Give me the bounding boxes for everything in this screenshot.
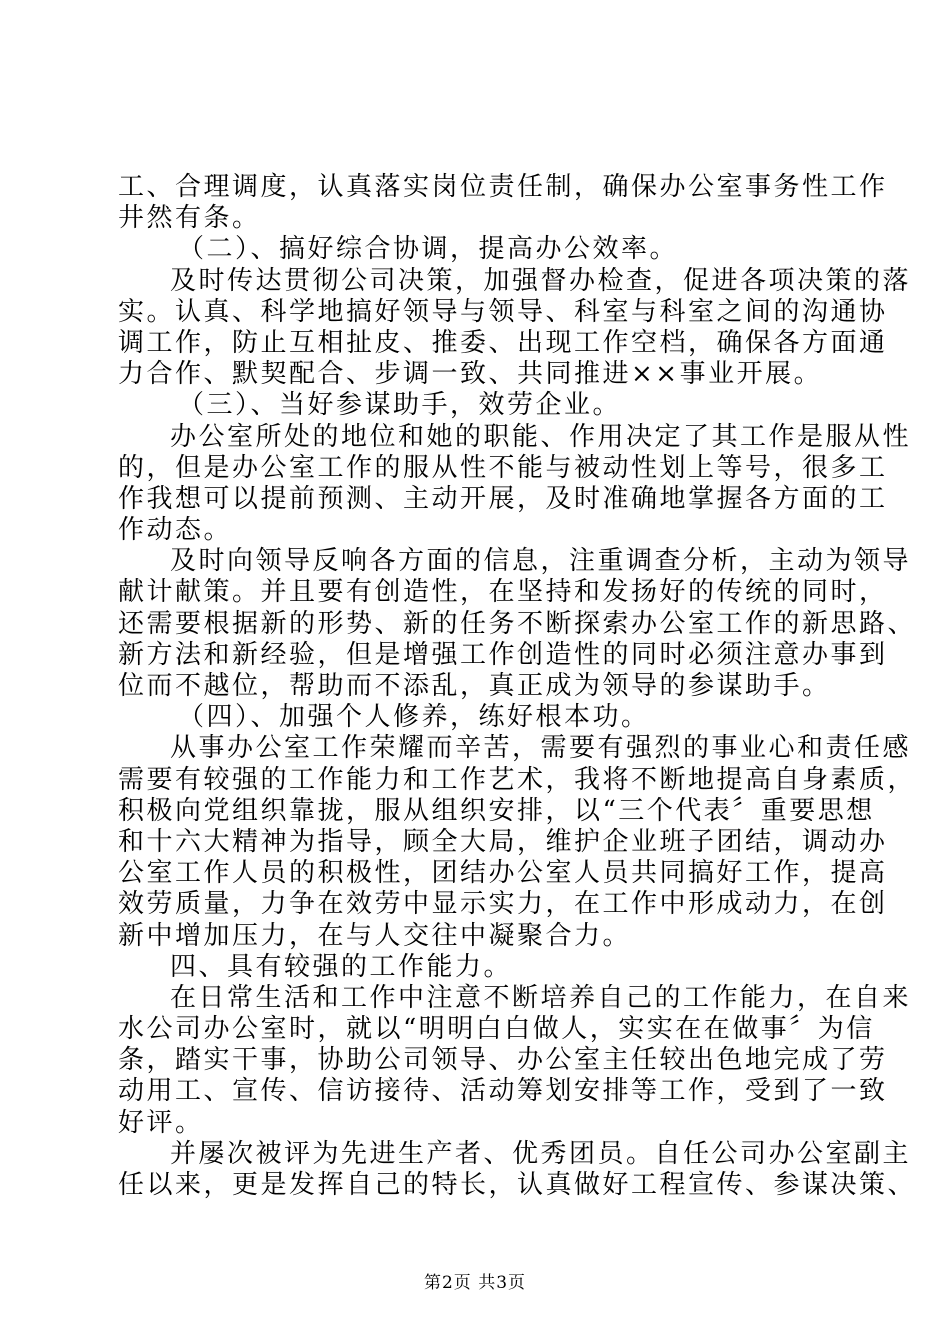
text-line: 新中增加压力，在与人交往中凝聚合力。	[118, 920, 632, 951]
text-line: 工、合理调度，认真落实岗位责任制，确保办公室事务性工作	[118, 172, 888, 202]
section-heading: （四）、加强个人修养，练好根本功。	[178, 702, 650, 733]
section-heading: （二）、搞好综合协调，提高办公效率。	[178, 234, 679, 265]
text-line: 和十六大精神为指导，顾全大局，维护企业班子团结，调动办	[118, 826, 888, 857]
text-line: 作动态。	[118, 515, 233, 546]
text-line: 从事办公室工作荣耀而辛苦，需要有强烈的事业心和责任感	[170, 733, 912, 764]
text-line: 好评。	[118, 1107, 204, 1138]
text-line: 积极向党组织靠拢，服从组织安排，以“三个代表〞重要思想	[118, 795, 875, 826]
text-line: 作我想可以提前预测、主动开展，及时准确地掌握各方面的工	[118, 483, 888, 514]
text-line: 及时传达贯彻公司决策，加强督办检查，促进各项决策的落	[170, 265, 912, 296]
text-line: 效劳质量，力争在效劳中显示实力，在工作中形成动力，在创	[118, 889, 888, 920]
text-line: 调工作，防止互相扯皮、推委、出现工作空档，确保各方面通	[118, 327, 888, 358]
page-footer	[0, 1268, 950, 1293]
text-line: 水公司办公室时，就以“明明白白做人，实实在在做事〞为信	[118, 1014, 875, 1045]
text-line: 条，踏实干事，协助公司领导、办公室主任较出色地完成了劳	[118, 1045, 888, 1076]
text-line: 实。认真、科学地搞好领导与领导、科室与科室之间的沟通协	[118, 296, 888, 327]
section-heading: （三）、当好参谋助手，效劳企业。	[178, 390, 622, 421]
text-line: 还需要根据新的形势、新的任务不断探索办公室工作的新思路、	[118, 608, 917, 639]
text-line: 公室工作人员的积极性，团结办公室人员共同搞好工作，提高	[118, 858, 888, 889]
text-line: 在日常生活和工作中注意不断培养自己的工作能力，在自来	[170, 982, 912, 1013]
text-line: 及时向领导反响各方面的信息，注重调查分析，主动为领导	[170, 546, 912, 577]
text-line: 并屡次被评为先进生产者、优秀团员。自任公司办公室副主	[170, 1138, 912, 1169]
text-line: 力合作、默契配合、步调一致、共同推进××事业开展。	[118, 359, 823, 390]
text-line: 需要有较强的工作能力和工作艺术，我将不断地提高自身素质，	[118, 764, 917, 795]
text-line: 井然有条。	[118, 203, 261, 234]
text-line: 动用工、宣传、信访接待、活动筹划安排等工作，受到了一致	[118, 1076, 888, 1107]
text-line: 办公室所处的地位和她的职能、作用决定了其工作是服从性	[170, 421, 912, 452]
text-line: 献计献策。并且要有创造性，在坚持和发扬好的传统的同时，	[118, 577, 888, 608]
text-line: 位而不越位，帮助而不添乱，真正成为领导的参谋助手。	[118, 671, 831, 701]
text-line: 任以来，更是发挥自己的特长，认真做好工程宣传、参谋决策、	[118, 1170, 917, 1200]
text-line: 的，但是办公室工作的服从性不能与被动性划上等号，很多工	[118, 452, 888, 483]
section-heading: 四、具有较强的工作能力。	[170, 951, 513, 982]
page-number: 第2页 共3页	[423, 1273, 527, 1293]
document-body	[118, 172, 917, 1201]
text-line: 新方法和新经验，但是增强工作创造性的同时必须注意办事到	[118, 639, 888, 670]
